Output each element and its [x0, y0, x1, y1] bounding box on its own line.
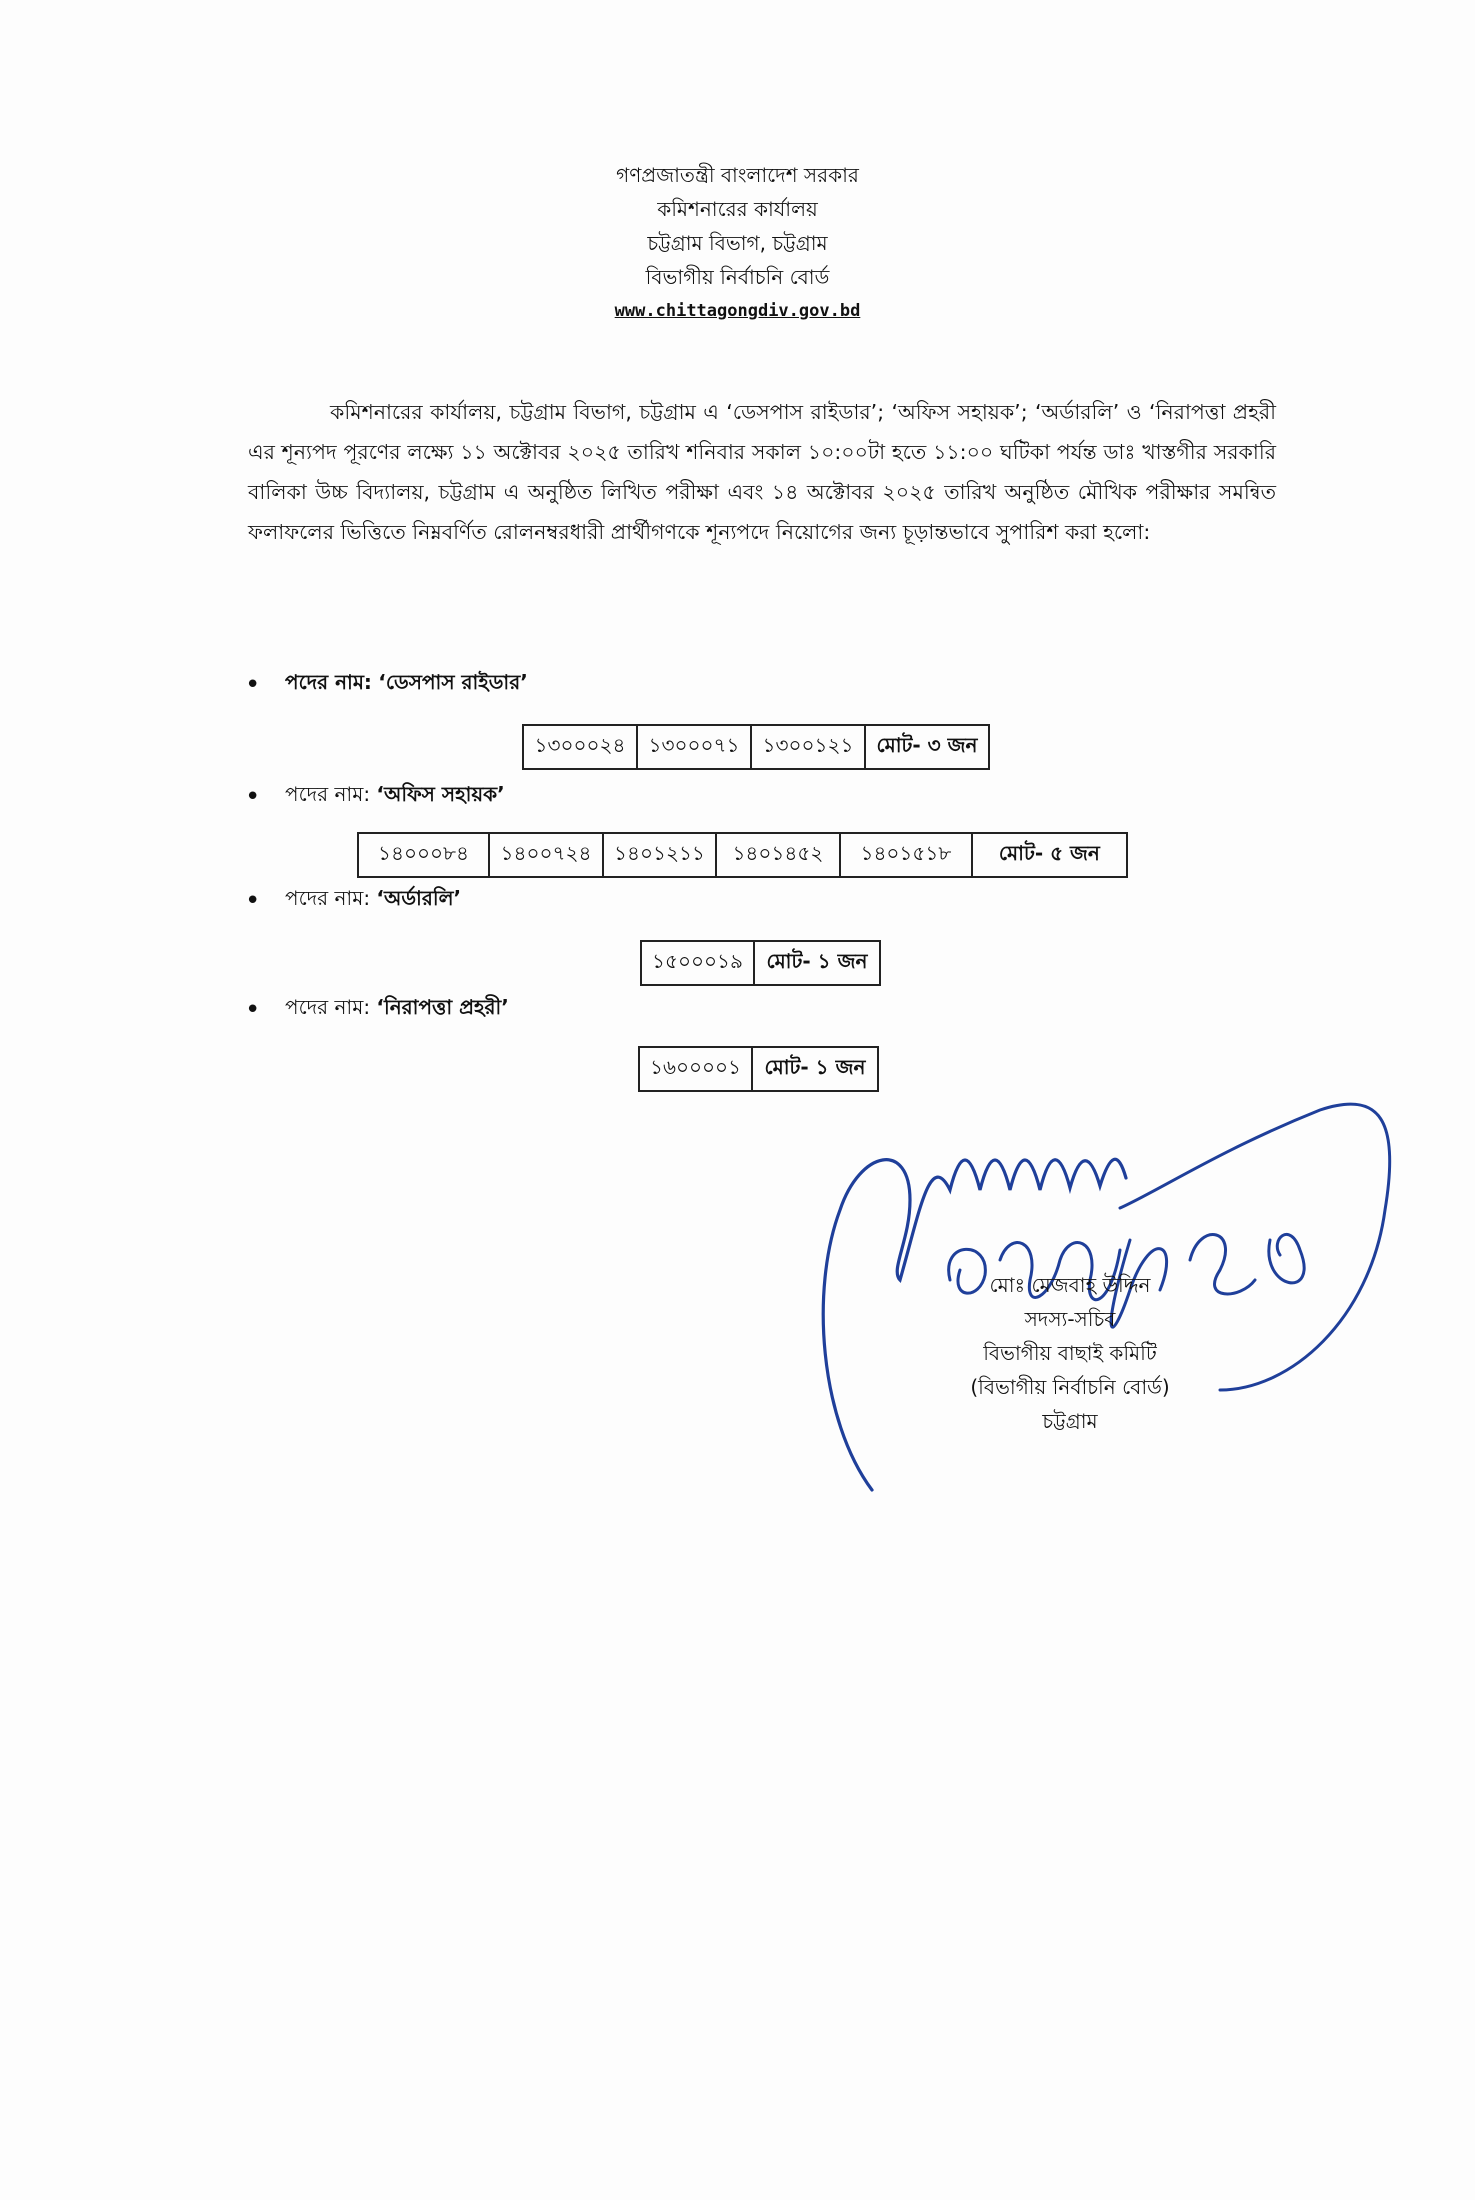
roll-table-orderly: [640, 940, 881, 986]
roll-table-office-assistant: [357, 832, 1128, 878]
post-item-orderly: [245, 884, 461, 917]
post-item-security-guard: [245, 993, 509, 1026]
roll-table-despatch-rider: [522, 724, 990, 770]
post-item-despatch-rider: [245, 668, 528, 701]
signatory-block: [860, 1268, 1280, 1438]
bullet-icon: •: [245, 669, 261, 700]
post-name: ‘ডেসপাস রাইডার’: [378, 670, 528, 694]
signatory-designation: সদস্য-সচিব: [1024, 1307, 1116, 1331]
signatory-place: চট্টগ্রাম: [1042, 1409, 1098, 1433]
total-cell: মোট- ১ জন: [754, 941, 880, 985]
post-label: পদের নাম:: [285, 670, 372, 694]
signatory-name: মোঃ মেজবাহ উদ্দিন: [989, 1273, 1151, 1297]
signatory-committee: বিভাগীয় বাছাই কমিটি: [983, 1341, 1157, 1365]
website-link[interactable]: www.chittagongdiv.gov.bd: [614, 301, 861, 321]
roll-table-security-guard: [638, 1046, 879, 1092]
roll-cell: ১৩০০০২৪: [523, 725, 637, 769]
total-cell: মোট- ৩ জন: [865, 725, 989, 769]
roll-cell: ১৫০০০১৯: [641, 941, 754, 985]
bullet-icon: •: [245, 994, 261, 1025]
division-name: চট্টগ্রাম বিভাগ, চট্টগ্রাম: [647, 231, 828, 255]
office-name: কমিশনারের কার্যালয়: [657, 197, 818, 221]
post-label: পদের নাম:: [285, 995, 371, 1019]
bullet-icon: •: [245, 885, 261, 916]
roll-cell: ১৪০১২১১: [603, 833, 716, 877]
roll-cell: ১৪০০৭২৪: [489, 833, 603, 877]
roll-cell: ১৪০০০৮৪: [358, 833, 489, 877]
roll-cell: ১৪০১৪৫২: [716, 833, 840, 877]
government-name: গণপ্রজাতন্ত্রী বাংলাদেশ সরকার: [616, 163, 859, 187]
post-name: ‘নিরাপত্তা প্রহরী’: [376, 995, 509, 1019]
post-name: ‘অফিস সহায়ক’: [376, 782, 505, 806]
roll-cell: ১৬০০০০১: [639, 1047, 752, 1091]
post-name: ‘অর্ডারলি’: [376, 886, 462, 910]
letter-header: [0, 158, 1475, 328]
total-cell: মোট- ৫ জন: [972, 833, 1127, 877]
notice-body: কমিশনারের কার্যালয়, চট্টগ্রাম বিভাগ, চট্টগ্রাম এ ‘ডেসপাস রাইডার’; ‘অফিস সহায়ক’; ‘অর্ডারলি’ ও ‘নিরাপত্তা প্রহরী এর শূন্যপদ পূরণের লক্ষ্যে ১১ অক্টোবর ২০২৫ তারিখ শনিবার সকাল ১০:০০টা হতে ১১:০০ ঘটিকা পর্যন্ত ডাঃ খাস্তগীর সরকারি বালিকা উচ্চ বিদ্যালয়, চট্টগ্রাম এ অনুষ্ঠিত লিখিত পরীক্ষা এবং ১৪ অক্টোবর ২০২৫ তারিখ অনুষ্ঠিত মৌখিক পরীক্ষার সমন্বিত ফলাফলের ভিত্তিতে নিম্নবর্ণিত রোলনম্বরধারী প্রার্থীগণকে শূন্যপদে নিয়োগের জন্য চূড়ান্তভাবে সুপারিশ করা হলো:: [248, 400, 1276, 544]
board-name: বিভাগীয় নির্বাচনি বোর্ড: [645, 265, 830, 289]
signatory-board: (বিভাগীয় নির্বাচনি বোর্ড): [970, 1375, 1170, 1399]
post-label: পদের নাম:: [285, 886, 371, 910]
post-item-office-assistant: [245, 780, 505, 813]
post-label: পদের নাম:: [285, 782, 371, 806]
bullet-icon: •: [245, 781, 261, 812]
roll-cell: ১৩০০১২১: [751, 725, 865, 769]
roll-cell: ১৩০০০৭১: [637, 725, 751, 769]
total-cell: মোট- ১ জন: [752, 1047, 878, 1091]
roll-cell: ১৪০১৫১৮: [840, 833, 972, 877]
